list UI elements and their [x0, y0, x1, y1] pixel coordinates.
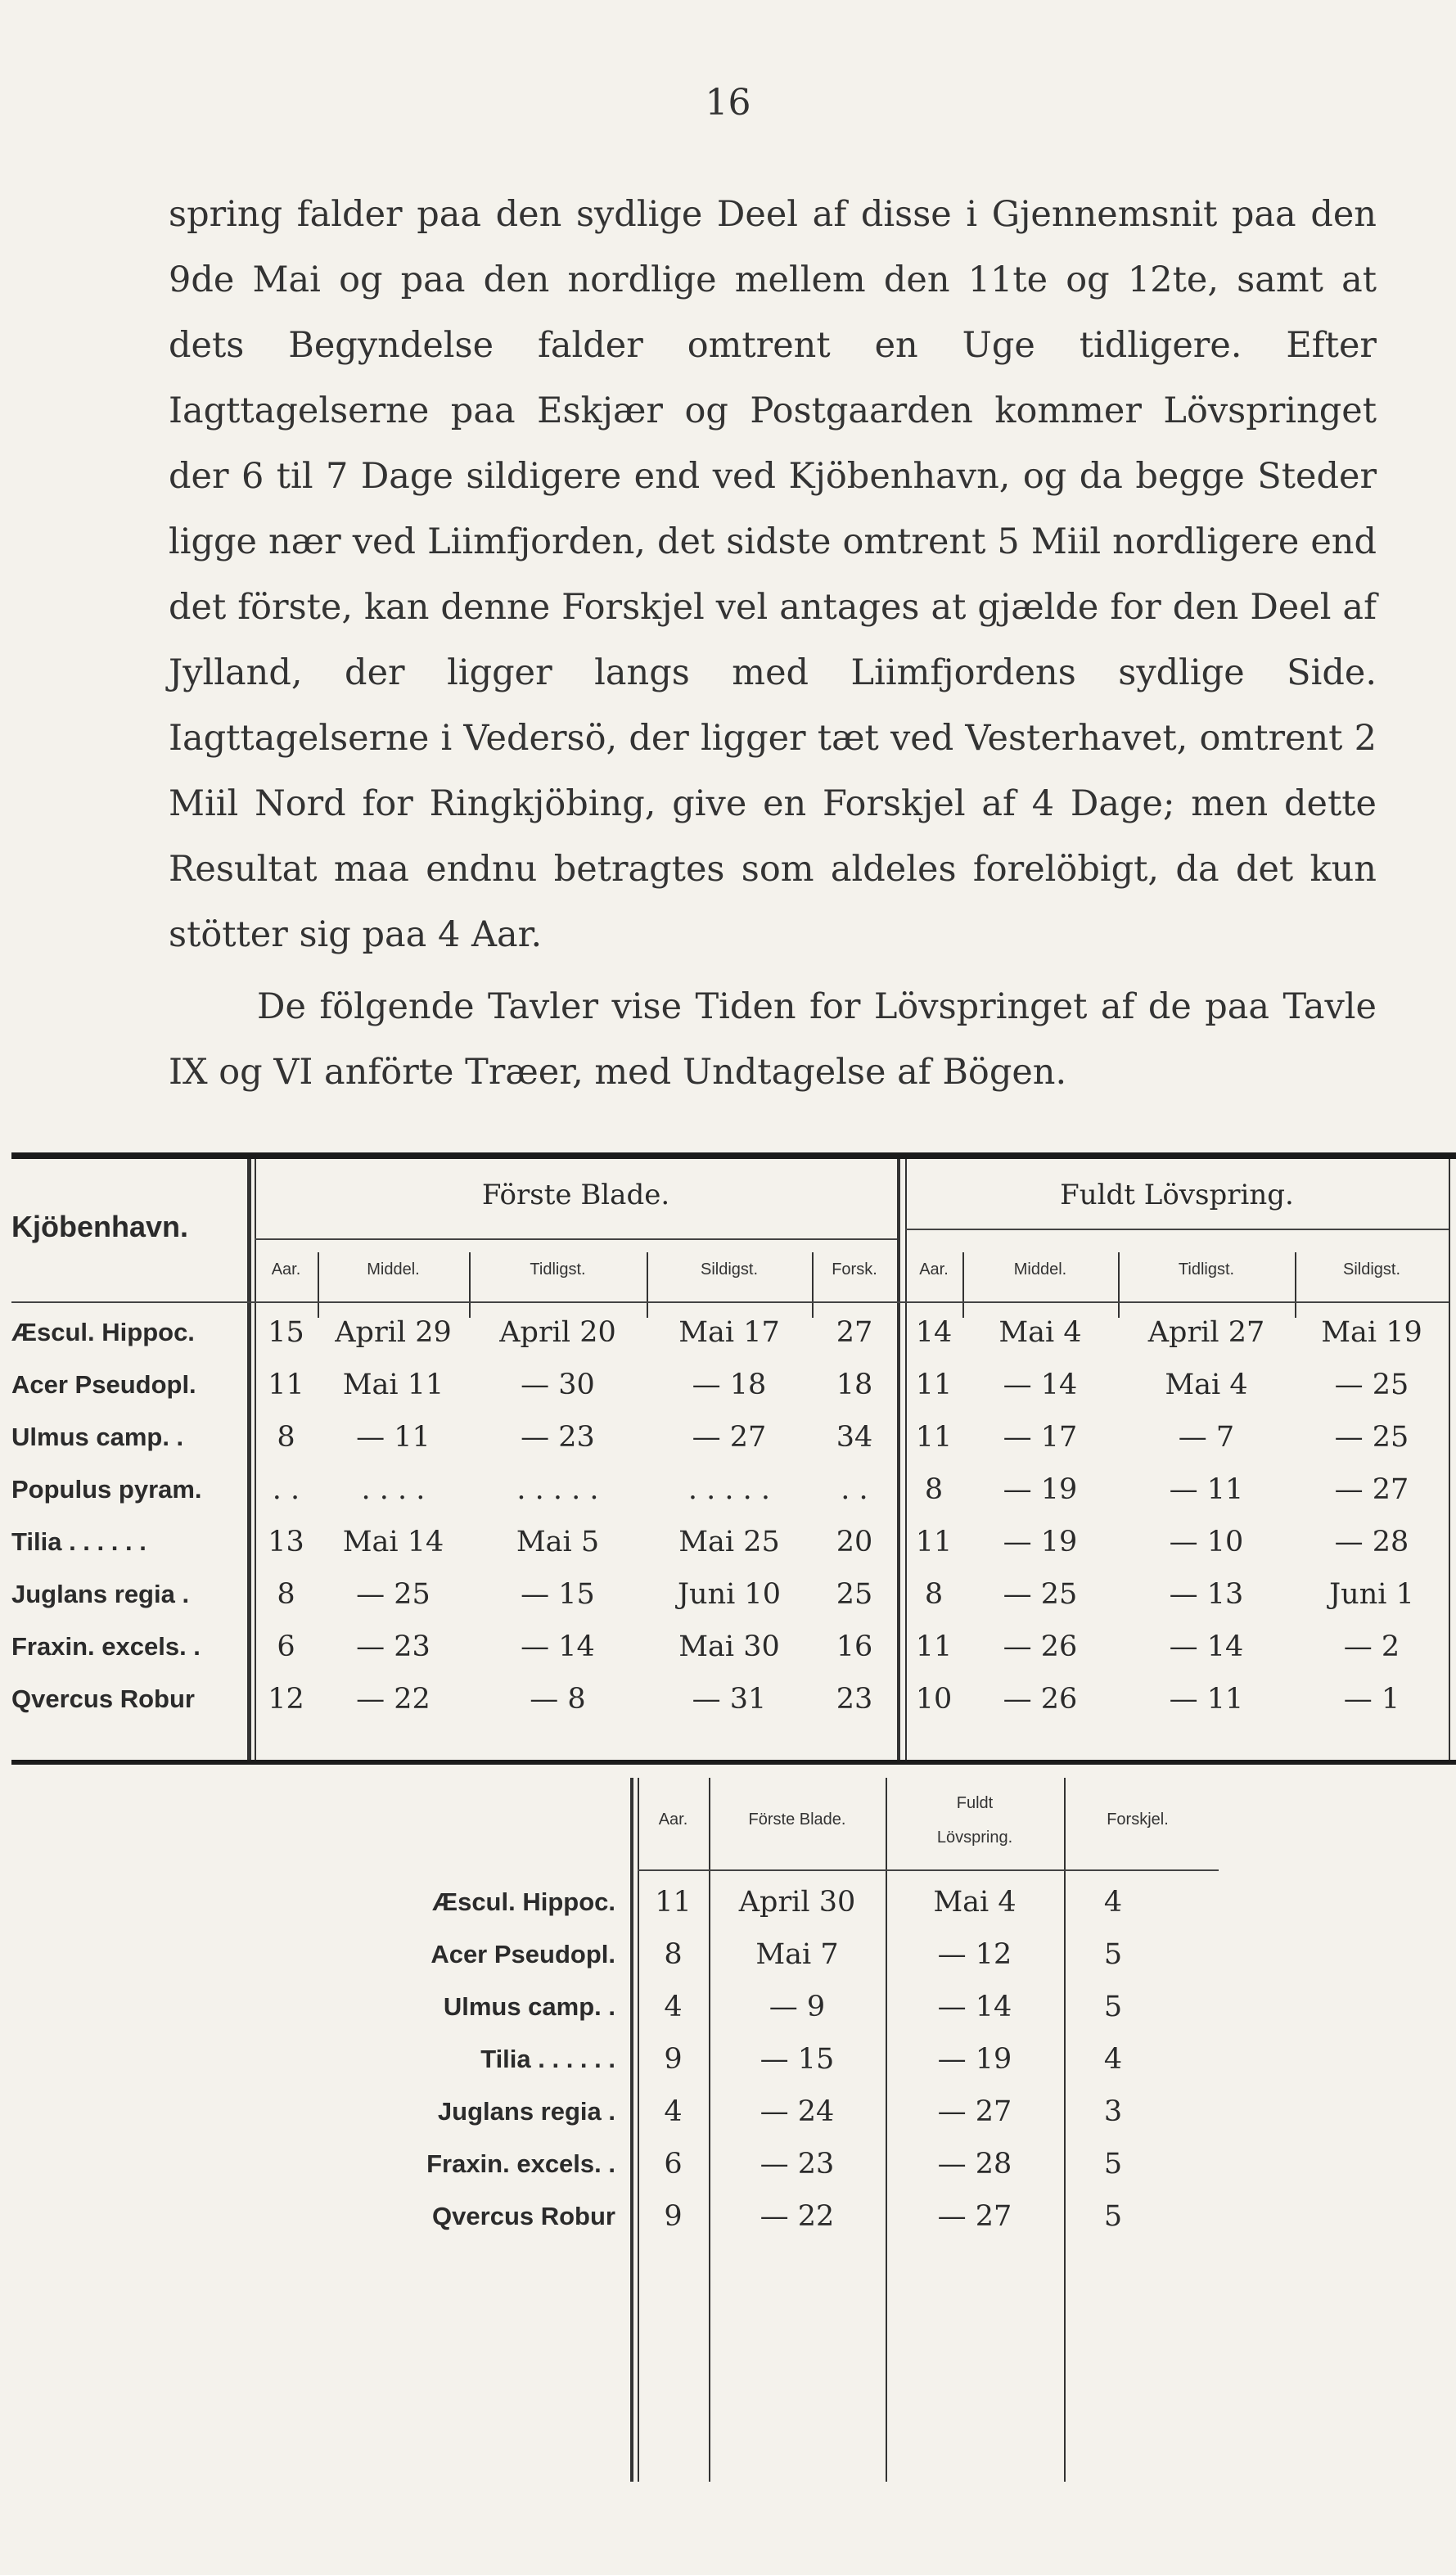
table2-cell: 5	[1103, 1991, 1123, 2023]
table2-cell: 3	[1103, 2095, 1123, 2128]
col-header: Sildigst.	[1342, 1260, 1401, 1278]
col-header: Forskjel.	[1107, 1811, 1169, 1829]
col-header: Forsk.	[832, 1260, 877, 1278]
table1-cell: — 26	[1003, 1630, 1078, 1663]
table1-cell: — 11	[1169, 1683, 1244, 1716]
table1-cell: . .	[841, 1473, 868, 1506]
page-number: 16	[705, 82, 751, 124]
col-header: Lövspring.	[936, 1829, 1013, 1847]
table2-cell: — 24	[760, 2095, 835, 2128]
table1-cell: — 11	[1169, 1473, 1244, 1506]
table2-cell: Mai 4	[933, 1886, 1016, 1919]
table1-cell: — 1	[1343, 1683, 1400, 1716]
table1-cell: — 25	[1334, 1369, 1409, 1401]
table2-cell: April 30	[738, 1886, 856, 1919]
table1-cell: 8	[277, 1421, 295, 1454]
table1-cell: — 25	[1003, 1578, 1078, 1611]
table1-cell: — 14	[1003, 1369, 1078, 1401]
table1-cell: Mai 14	[342, 1526, 444, 1558]
table1-cell: 34	[836, 1421, 873, 1454]
table1-cell: Mai 30	[678, 1630, 780, 1663]
table2-row-label: Tilia . . . . . .	[480, 2045, 615, 2073]
table1-cell: 10	[915, 1683, 953, 1716]
table1-cell: — 23	[356, 1630, 430, 1663]
table1-cell: 13	[268, 1526, 304, 1558]
table1-row-label: Populus pyram.	[11, 1475, 202, 1504]
table2-cell: — 27	[937, 2095, 1012, 2128]
col-header: Tidligst.	[530, 1260, 586, 1278]
table1-cell: Mai 4	[1165, 1369, 1248, 1401]
table1-cell: — 30	[521, 1369, 595, 1401]
table1-cell: April 20	[499, 1316, 616, 1349]
table1-cell: . . . . .	[516, 1473, 599, 1506]
col-header: Middel.	[367, 1260, 420, 1278]
table1-cell: 27	[836, 1316, 873, 1349]
table1-cell: — 14	[521, 1630, 595, 1663]
place-header: Kjöbenhavn.	[11, 1210, 189, 1243]
table1-cell: — 11	[356, 1421, 430, 1454]
bottom-rule	[11, 1760, 1456, 1765]
table1-cell: — 18	[692, 1369, 767, 1401]
table1-cell: Mai 11	[342, 1369, 444, 1401]
table2-cell: 4	[664, 1991, 683, 2023]
table1-cell: 15	[268, 1316, 304, 1349]
table1-row-label: Acer Pseudopl.	[11, 1370, 196, 1399]
table2-cell: — 27	[937, 2200, 1012, 2233]
table1-row-label: Æscul. Hippoc.	[11, 1318, 195, 1346]
table2-cell: — 14	[937, 1991, 1012, 2023]
table1-cell: — 27	[1334, 1473, 1409, 1506]
table1-cell: — 27	[692, 1421, 767, 1454]
table1-cell: — 19	[1003, 1473, 1078, 1506]
table1-cell: . . . . .	[687, 1473, 771, 1506]
table1-cell: 16	[836, 1630, 873, 1663]
top-rule	[11, 1152, 1456, 1159]
table1-row-label: Qvercus Robur	[11, 1684, 195, 1713]
col-header: Aar.	[919, 1260, 949, 1278]
col-header: Middel.	[1013, 1260, 1067, 1278]
table2-cell: 8	[664, 1938, 683, 1971]
table1-cell: April 27	[1147, 1316, 1265, 1349]
table1-cell: — 14	[1169, 1630, 1244, 1663]
table1-cell: 11	[915, 1369, 953, 1401]
table1-cell: 11	[915, 1421, 953, 1454]
table1-cell: Mai 25	[678, 1526, 780, 1558]
table1-cell: — 23	[521, 1421, 595, 1454]
table1-cell: 20	[836, 1526, 873, 1558]
table1-cell: 11	[915, 1630, 953, 1663]
table2-cell: — 22	[760, 2200, 835, 2233]
table1-cell: — 31	[692, 1683, 767, 1716]
table1-cell: — 17	[1003, 1421, 1078, 1454]
table1-row-label: Tilia . . . . . .	[11, 1527, 147, 1556]
group-header-forste-blade: Förste Blade.	[481, 1179, 670, 1211]
table2-row-label: Ulmus camp. .	[443, 1992, 615, 2021]
table1-cell: Mai 5	[516, 1526, 600, 1558]
body-paragraph-1: spring falder paa den sydlige Deel af disse i Gjennemsnit paa den 9de Mai og paa den nordlige mellem den 11te og 12te, samt at dets Begyndelse falder omtrent en Uge tidligere. Efter Iagttagelserne paa Eskjær og Postgaarden kommer Lövspringet der 6 til 7 Dage sildigere end ved Kjöbenhavn, og da begge Steder ligge nær ved Liimfjorden, det sidste omtrent 5 Miil nordligere end det förste, kan denne Forskjel vel antages at gjælde for den Deel af Jylland, der ligger langs med Liimfjordens sydlige Side. Iagttagelserne i Vedersö, der ligger tæt ved Vesterhavet, omtrent 2 Miil Nord for Ringkjöbing, give en Forskjel af 4 Dage; men dette Resultat maa endnu betragtes som aldeles forelöbigt, da det kun stötter sig paa 4 Aar.	[169, 194, 1377, 955]
table1-cell: . . . .	[361, 1473, 426, 1506]
table2-cell: 6	[664, 2148, 683, 2180]
table1-cell: 14	[915, 1316, 953, 1349]
table2-row-label: Æscul. Hippoc.	[432, 1887, 615, 1916]
table1-cell: — 7	[1178, 1421, 1235, 1454]
table1-cell: . .	[272, 1473, 300, 1506]
table2-cell: 4	[664, 2095, 683, 2128]
table1-cell: 12	[268, 1683, 304, 1716]
table1-row-label: Juglans regia .	[11, 1580, 190, 1608]
table1-cell: 6	[277, 1630, 295, 1663]
table1-cell: 25	[836, 1578, 873, 1611]
table1-cell: — 28	[1334, 1526, 1409, 1558]
table1-cell: — 22	[356, 1683, 430, 1716]
table2-cell: — 9	[769, 1991, 826, 2023]
table1-cell: — 25	[356, 1578, 430, 1611]
table1-cell: 11	[915, 1526, 953, 1558]
table1-cell: 8	[924, 1578, 944, 1611]
table1-cell: April 29	[335, 1316, 452, 1349]
table2-row-label: Qvercus Robur	[432, 2202, 615, 2230]
table2-cell: 9	[664, 2200, 683, 2233]
col-header: Fuldt	[956, 1794, 994, 1812]
table2-cell: 5	[1103, 1938, 1123, 1971]
table1-row-label: Fraxin. excels. .	[11, 1632, 201, 1661]
body-paragraph-2: De fölgende Tavler vise Tiden for Lövspringet af de paa Tavle IX og VI anförte Træer, med Undtagelse af Bögen.	[169, 986, 1377, 1093]
table1-cell: Mai 4	[998, 1316, 1082, 1349]
table2-cell: — 19	[937, 2043, 1012, 2076]
table2-cell: 4	[1103, 1886, 1123, 1919]
table1-cell: Juni 10	[678, 1578, 781, 1611]
table2-row-label: Acer Pseudopl.	[430, 1940, 615, 1968]
table2-cell: 11	[655, 1886, 692, 1919]
table1-cell: — 2	[1343, 1630, 1400, 1663]
table2-row-label: Juglans regia .	[437, 2097, 615, 2126]
table2-cell: 5	[1103, 2148, 1123, 2180]
table1-cell: Mai 19	[1321, 1316, 1422, 1349]
table2-cell: — 23	[760, 2148, 835, 2180]
table1-cell: — 25	[1334, 1421, 1409, 1454]
table1-cell: — 26	[1003, 1683, 1078, 1716]
col-header: Tidligst.	[1178, 1260, 1235, 1278]
table2-cell: 9	[664, 2043, 683, 2076]
table1-cell: — 8	[530, 1683, 586, 1716]
group-header-fuldt-lovspring: Fuldt Lövspring.	[1060, 1179, 1294, 1211]
table1-cell: — 15	[521, 1578, 595, 1611]
table2-cell: 4	[1103, 2043, 1123, 2076]
col-header: Aar.	[658, 1811, 688, 1829]
table1-cell: 8	[924, 1473, 944, 1506]
table1-cell: 11	[268, 1369, 304, 1401]
table1-row-label: Ulmus camp. .	[11, 1423, 184, 1451]
table1-cell: 23	[836, 1683, 873, 1716]
col-header: Förste Blade.	[748, 1811, 846, 1829]
table1-cell: 18	[836, 1369, 873, 1401]
table1-cell: 8	[277, 1578, 295, 1611]
col-header: Sildigst.	[700, 1260, 759, 1278]
table2-cell: — 28	[937, 2148, 1012, 2180]
table2-cell: — 15	[760, 2043, 835, 2076]
table1-cell: — 13	[1169, 1578, 1244, 1611]
table1-cell: Mai 17	[678, 1316, 780, 1349]
table1-cell: — 19	[1003, 1526, 1078, 1558]
table1-cell: Juni 1	[1329, 1578, 1414, 1611]
table2-cell: Mai 7	[755, 1938, 839, 1971]
col-header: Aar.	[271, 1260, 301, 1278]
table1-cell: — 10	[1169, 1526, 1244, 1558]
table2-cell: — 12	[937, 1938, 1012, 1971]
table2-row-label: Fraxin. excels. .	[426, 2149, 615, 2178]
table2-cell: 5	[1103, 2200, 1123, 2233]
